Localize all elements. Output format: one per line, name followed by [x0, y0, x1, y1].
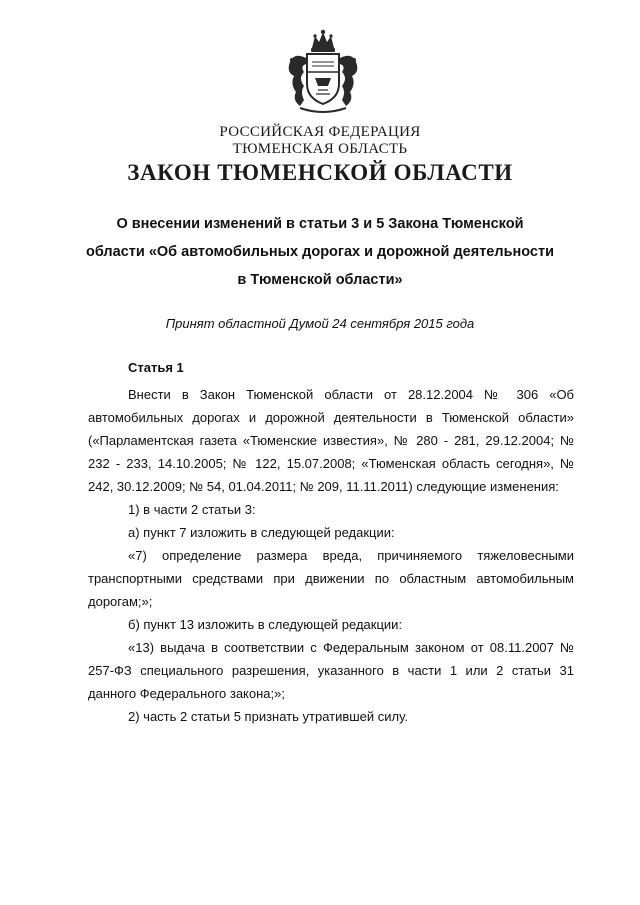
article-paragraph: Внести в Закон Тюменской области от 28.12.2004 № 306 «Об автомобильных дорогах и дорожной деятельности в Тюменской области» («Парламентская газета «Тюменские известия», № 280 - 281, 29.12.2004; № 232 - 233, 14.10.2005; № 122, 15.07.2008; «Тюменская область сегодня», № 242, 30.12.2009; № 54, 01.04.2011; № 209, 11.11.2011) следующие изменения:	[88, 387, 574, 494]
law-title	[80, 210, 560, 294]
header-doc-type: ЗАКОН ТЮМЕНСКОЙ ОБЛАСТИ	[127, 160, 513, 185]
article-paragraph: 2) часть 2 статьи 5 признать утратившей силу.	[128, 709, 408, 724]
adoption-note: Принят областной Думой 24 сентября 2015 года	[165, 316, 475, 331]
article-paragraph: б) пункт 13 изложить в следующей редакции:	[128, 617, 403, 632]
law-title-line: О внесении изменений в статьи 3 и 5 Закона Тюменской	[116, 216, 524, 232]
article-paragraph: «13) выдача в соответствии с Федеральным законом от 08.11.2007 № 257-ФЗ специального разрешения, указанного в части 1 или 2 статьи 31 данного Федерального закона;»;	[88, 640, 574, 701]
article-paragraph: 1) в части 2 статьи 3:	[128, 502, 256, 517]
tyumen-coat-of-arms-icon	[282, 28, 364, 118]
header-region: ТЮМЕНСКАЯ ОБЛАСТЬ	[232, 141, 408, 157]
article-paragraph: «7) определение размера вреда, причиняемого тяжеловесными транспортными средствами при движении по областным автомобильным дорогам;»;	[88, 548, 574, 609]
law-title-line: в Тюменской области»	[237, 272, 403, 288]
article-paragraph: а) пункт 7 изложить в следующей редакции:	[128, 525, 395, 540]
article-heading: Статья 1	[128, 360, 184, 375]
law-title-line: области «Об автомобильных дорогах и дорожной деятельности	[85, 244, 554, 260]
article-body	[88, 383, 574, 728]
header-country: РОССИЙСКАЯ ФЕДЕРАЦИЯ	[219, 124, 421, 140]
